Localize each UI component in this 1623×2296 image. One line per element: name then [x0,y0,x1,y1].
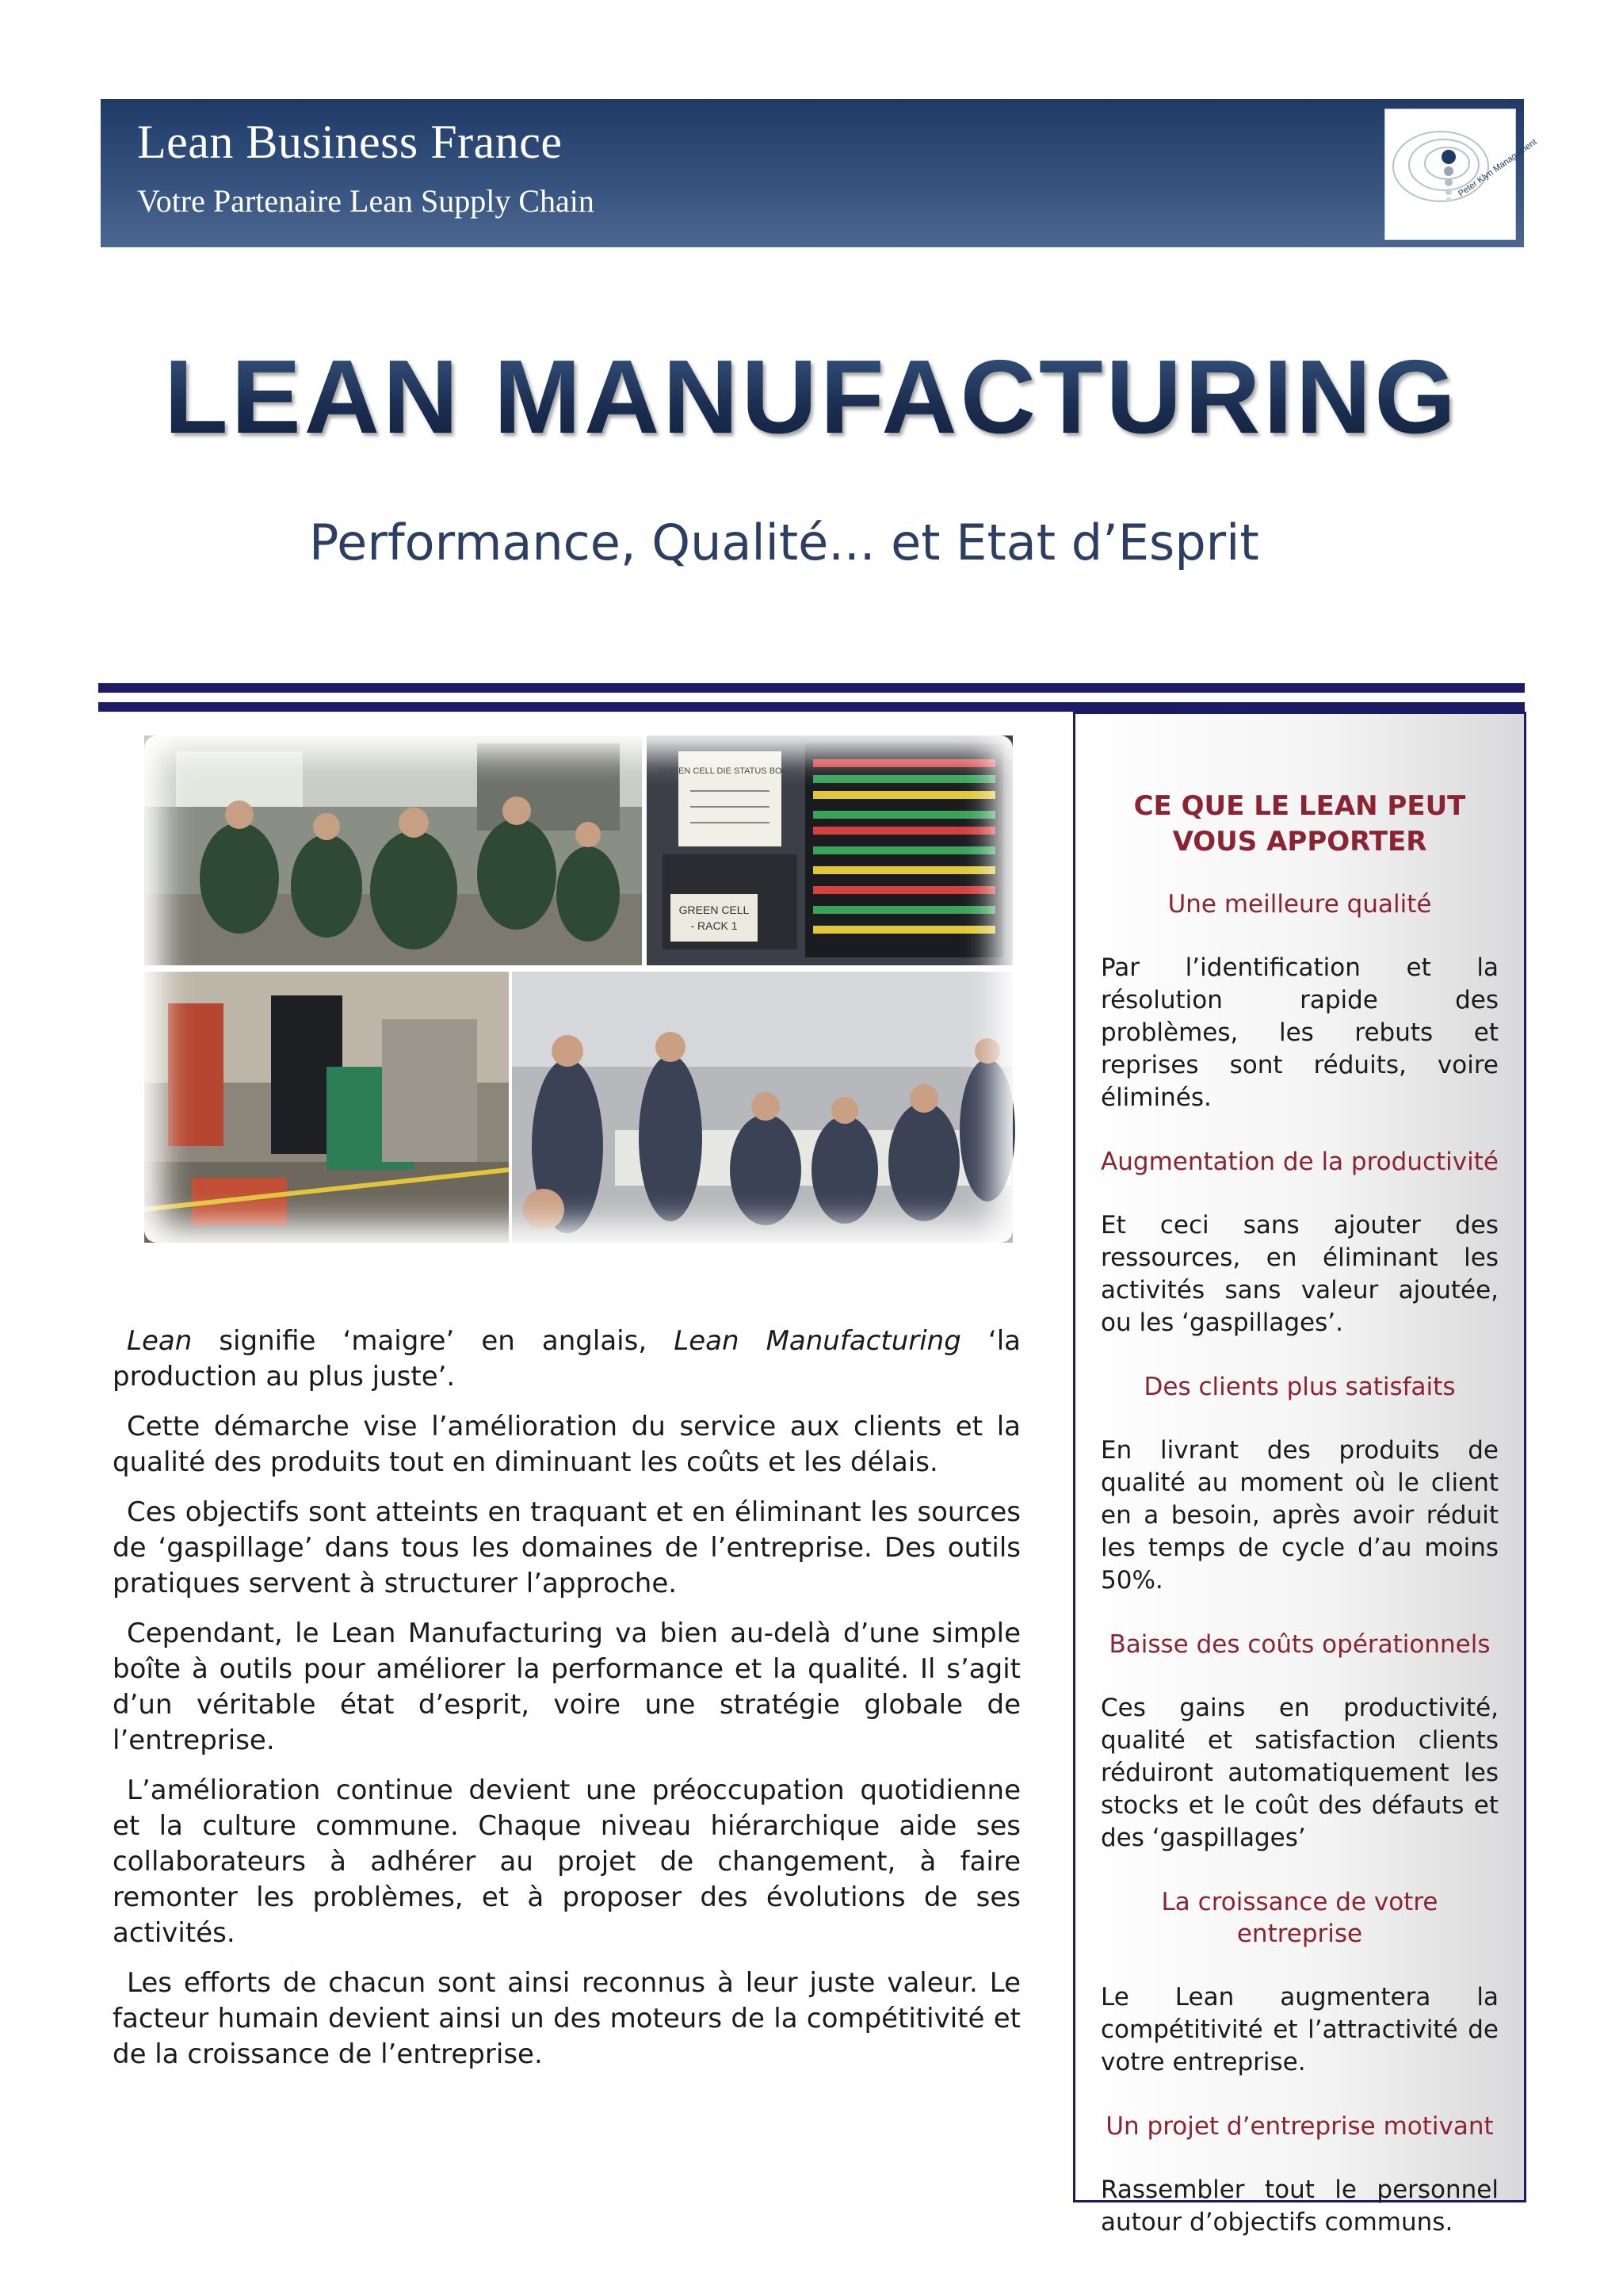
divider-top [98,683,1525,693]
benefit-text: Ces gains en productivité, qualité et satisfaction clients réduiront automatiquement les stocks et le coût des défauts et des ‘gaspillages’ [1101,1694,1499,1852]
benefit-text: Par l’identification et la résolution rapide des problèmes, les rebuts et reprises sont réduits, voire éliminés. [1101,953,1499,1112]
sidebar-title: CE QUE LE LEAN PEUT VOUS APPORTER [1133,790,1466,858]
company-tagline: Votre Partenaire Lean Supply Chain [137,183,594,219]
term-lean: Lean [127,1325,193,1357]
benefit-heading: Un projet d’entreprise motivant [1106,2112,1494,2141]
photo-team-meeting [512,972,1013,1243]
photo-collage [144,735,1013,1243]
benefit-heading: Une meilleure qualité [1167,890,1432,919]
paragraph-1-part-1: signifie ‘maigre’ en anglais, [192,1325,674,1357]
term-lean-manufacturing: Lean Manufacturing [674,1325,961,1357]
page-title: LEAN MANUFACTURING [0,337,1623,457]
divider-bottom [98,702,1525,712]
sign-rack-line1: GREEN CELL [678,904,750,916]
paragraph-2: Cette démarche vise l’amélioration du service aux clients et la qualité des produits tout en diminuant les coûts et les délais. [113,1411,1021,1478]
benefit-heading: Baisse des coûts opérationnels [1109,1630,1491,1659]
benefit-text: En livrant des produits de qualité au moment où le client en a besoin, après avoir réduit les temps de cycle d’au moins 50%. [1101,1436,1499,1595]
intro-article [113,1324,1021,2087]
sign-status-text: GREEN CELL DIE STATUS BOARD [659,766,800,776]
benefit-heading: La croissance de votre entreprise [1161,1888,1438,1948]
paragraph-6: Les efforts de chacun sont ainsi reconnus à leur juste valeur. Le facteur humain devient ainsi un des moteurs de la compétitivité et de la croissance de l’entreprise. [113,1967,1021,2070]
benefit-text: Rassembler tout le personnel autour d’objectifs communs. [1101,2176,1499,2237]
logo-lettering: Peter Klyn Management [1457,137,1539,199]
photo-workshop-training [144,735,642,965]
benefits-list [1101,789,1499,2271]
paragraph-3: Ces objectifs sont atteints en traquant et en éliminant les sources de ‘gaspillage’ dans tous les domaines de l’entreprise. Des outils pratiques servent à structurer l’approche. [113,1496,1021,1599]
benefit-heading: Des clients plus satisfaits [1144,1373,1456,1401]
paragraph-1 [113,1324,1021,1395]
photo-status-board [647,735,1013,965]
orbit-logo-icon [1385,109,1539,239]
paragraph-4: Cependant, le Lean Manufacturing va bien au-delà d’une simple boîte à outils pour améliorer la performance et la qualité. Il s’agit d’un véritable état d’esprit, voire une stratégie globale de l’entreprise. [113,1618,1021,1756]
benefit-heading: Augmentation de la productivité [1101,1148,1499,1176]
benefits-sidebar [1073,712,1526,2237]
paragraph-5: L’amélioration continue devient une préoccupation quotidienne et la culture commune. Chaque niveau hiérarchique aide ses collaborateurs à adhérer au projet de changement, à faire remonter les problèmes, et à proposer des évolutions de ses activités. [113,1775,1021,1949]
company-name: Lean Business France [137,116,563,168]
benefit-text: Et ceci sans ajouter des ressources, en éliminant les activités sans valeur ajoutée, ou les ‘gaspillages’. [1101,1211,1499,1337]
photo-factory-floor [144,972,509,1243]
benefit-text: Le Lean augmentera la compétitivité et l’attractivité de votre entreprise. [1101,1983,1499,2076]
sign-rack-line2: - RACK 1 [690,919,738,932]
header-banner [101,99,1539,247]
company-logo [1384,109,1539,240]
page-subtitle: Performance, Qualité... et Etat d’Esprit [309,514,1259,571]
paragraph-1-part-2: ‘la production au plus juste’. [113,1325,1021,1392]
